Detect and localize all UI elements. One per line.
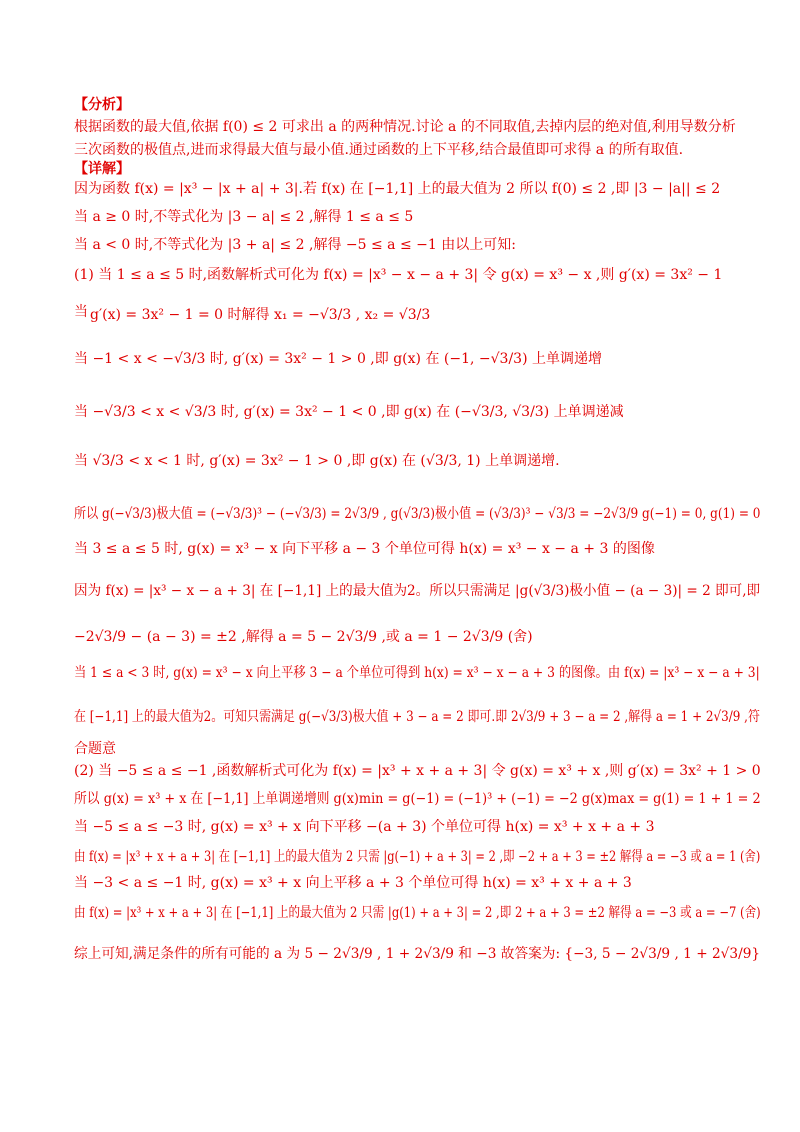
step-line-8: 当 √3/3 < x < 1 时, g′(x) = 3x² − 1 > 0 ,即 g(x) 在 (√3/3, 1) 上单调递增. [74,453,560,469]
step-line-5-label: 当 [74,304,88,320]
step-line-9: 所以 g(−√3/3)极大值 = (−√3/3)³ − (−√3/3) = 2√3/9 , g(√3/3)极小值 = (√3/3)³ − √3/3 = −2√3/9 g(−1) = 0, g(1) = 0 [74,506,761,522]
step-line-7: 当 −√3/3 < x < √3/3 时, g′(x) = 3x² − 1 < 0 ,即 g(x) 在 (−√3/3, √3/3) 上单调递减 [74,404,624,420]
step-line-5: g′(x) = 3x² − 1 = 0 时解得 x₁ = −√3/3 , x₂ = √3/3 [90,307,431,323]
step-line-13: 当 1 ≤ a < 3 时, g(x) = x³ − x 向上平移 3 − a 个单位可得到 h(x) = x³ − x − a + 3 的图像。由 f(x) = |x³ − x − a + 3| [74,665,760,681]
step-line-11: 因为 f(x) = |x³ − x − a + 3| 在 [−1,1] 上的最大值为2。所以只需满足 |g(√3/3)极小值 − (a − 3)| = 2 即可,即 [74,583,761,599]
step-line-2: 当 a ≥ 0 时,不等式化为 |3 − a| ≤ 2 ,解得 1 ≤ a ≤ 5 [74,209,414,225]
analysis-header: 【分析】 [74,97,130,113]
step-line-1: 因为函数 f(x) = |x³ − |x + a| + 3|.若 f(x) 在 [−1,1] 上的最大值为 2 所以 f(0) ≤ 2 ,即 |3 − |a|| ≤ 2 [74,181,721,197]
step-line-15: 合题意 [74,741,116,757]
analysis-line-2: 三次函数的极值点,进而求得最大值与最小值.通过函数的上下平移,结合最值即可求得 a 的所有取值. [74,142,684,158]
step-line-4: (1) 当 1 ≤ a ≤ 5 时,函数解析式可化为 f(x) = |x³ − x − a + 3| 令 g(x) = x³ − x ,则 g′(x) = 3x² − 1 [74,267,723,283]
step-line-21: 由 f(x) = |x³ + x + a + 3| 在 [−1,1] 上的最大值为 2 只需 |g(1) + a + 3| = 2 ,即 2 + a + 3 = ±2 解得 a = −3 或 a = −7 (舍) [74,905,761,921]
step-line-3: 当 a < 0 时,不等式化为 |3 + a| ≤ 2 ,解得 −5 ≤ a ≤ −1 由以上可知: [74,237,516,253]
step-line-6: 当 −1 < x < −√3/3 时, g′(x) = 3x² − 1 > 0 ,即 g(x) 在 (−1, −√3/3) 上单调递增 [74,351,602,367]
step-line-17: 所以 g(x) = x³ + x 在 [−1,1] 上单调递增则 g(x)min = g(−1) = (−1)³ + (−1) = −2 g(x)max = g(1) = 1 + 1 = 2 [74,791,761,807]
conclusion-line: 综上可知,满足条件的所有可能的 a 为 5 − 2√3/9 , 1 + 2√3/9 和 −3 故答案为: {−3, 5 − 2√3/9 , 1 + 2√3/9} [74,946,761,962]
step-line-10: 当 3 ≤ a ≤ 5 时, g(x) = x³ − x 向下平移 a − 3 个单位可得 h(x) = x³ − x − a + 3 的图像 [74,541,655,557]
step-line-20: 当 −3 < a ≤ −1 时, g(x) = x³ + x 向上平移 a + 3 个单位可得 h(x) = x³ + x + a + 3 [74,875,632,891]
step-line-16: (2) 当 −5 ≤ a ≤ −1 ,函数解析式可化为 f(x) = |x³ + x + a + 3| 令 g(x) = x³ + x ,则 g′(x) = 3x² + 1 > 0 [74,763,761,779]
analysis-line-1: 根据函数的最大值,依据 f(0) ≤ 2 可求出 a 的两种情况.讨论 a 的不同取值,去掉内层的绝对值,利用导数分析 [74,119,736,135]
step-line-18: 当 −5 ≤ a ≤ −3 时, g(x) = x³ + x 向下平移 −(a + 3) 个单位可得 h(x) = x³ + x + a + 3 [74,819,655,835]
detail-header: 【详解】 [74,161,130,177]
step-line-12: −2√3/9 − (a − 3) = ±2 ,解得 a = 5 − 2√3/9 ,或 a = 1 − 2√3/9 (舍) [74,629,533,645]
step-line-14: 在 [−1,1] 上的最大值为2。可知只需满足 g(−√3/3)极大值 + 3 − a = 2 即可.即 2√3/9 + 3 − a = 2 ,解得 a = 1 + 2√3/9 ,符 [74,709,760,725]
step-line-19: 由 f(x) = |x³ + x + a + 3| 在 [−1,1] 上的最大值为 2 只需 |g(−1) + a + 3| = 2 ,即 −2 + a + 3 = ±2 解得 a = −3 或 a = 1 (舍) [74,849,761,865]
